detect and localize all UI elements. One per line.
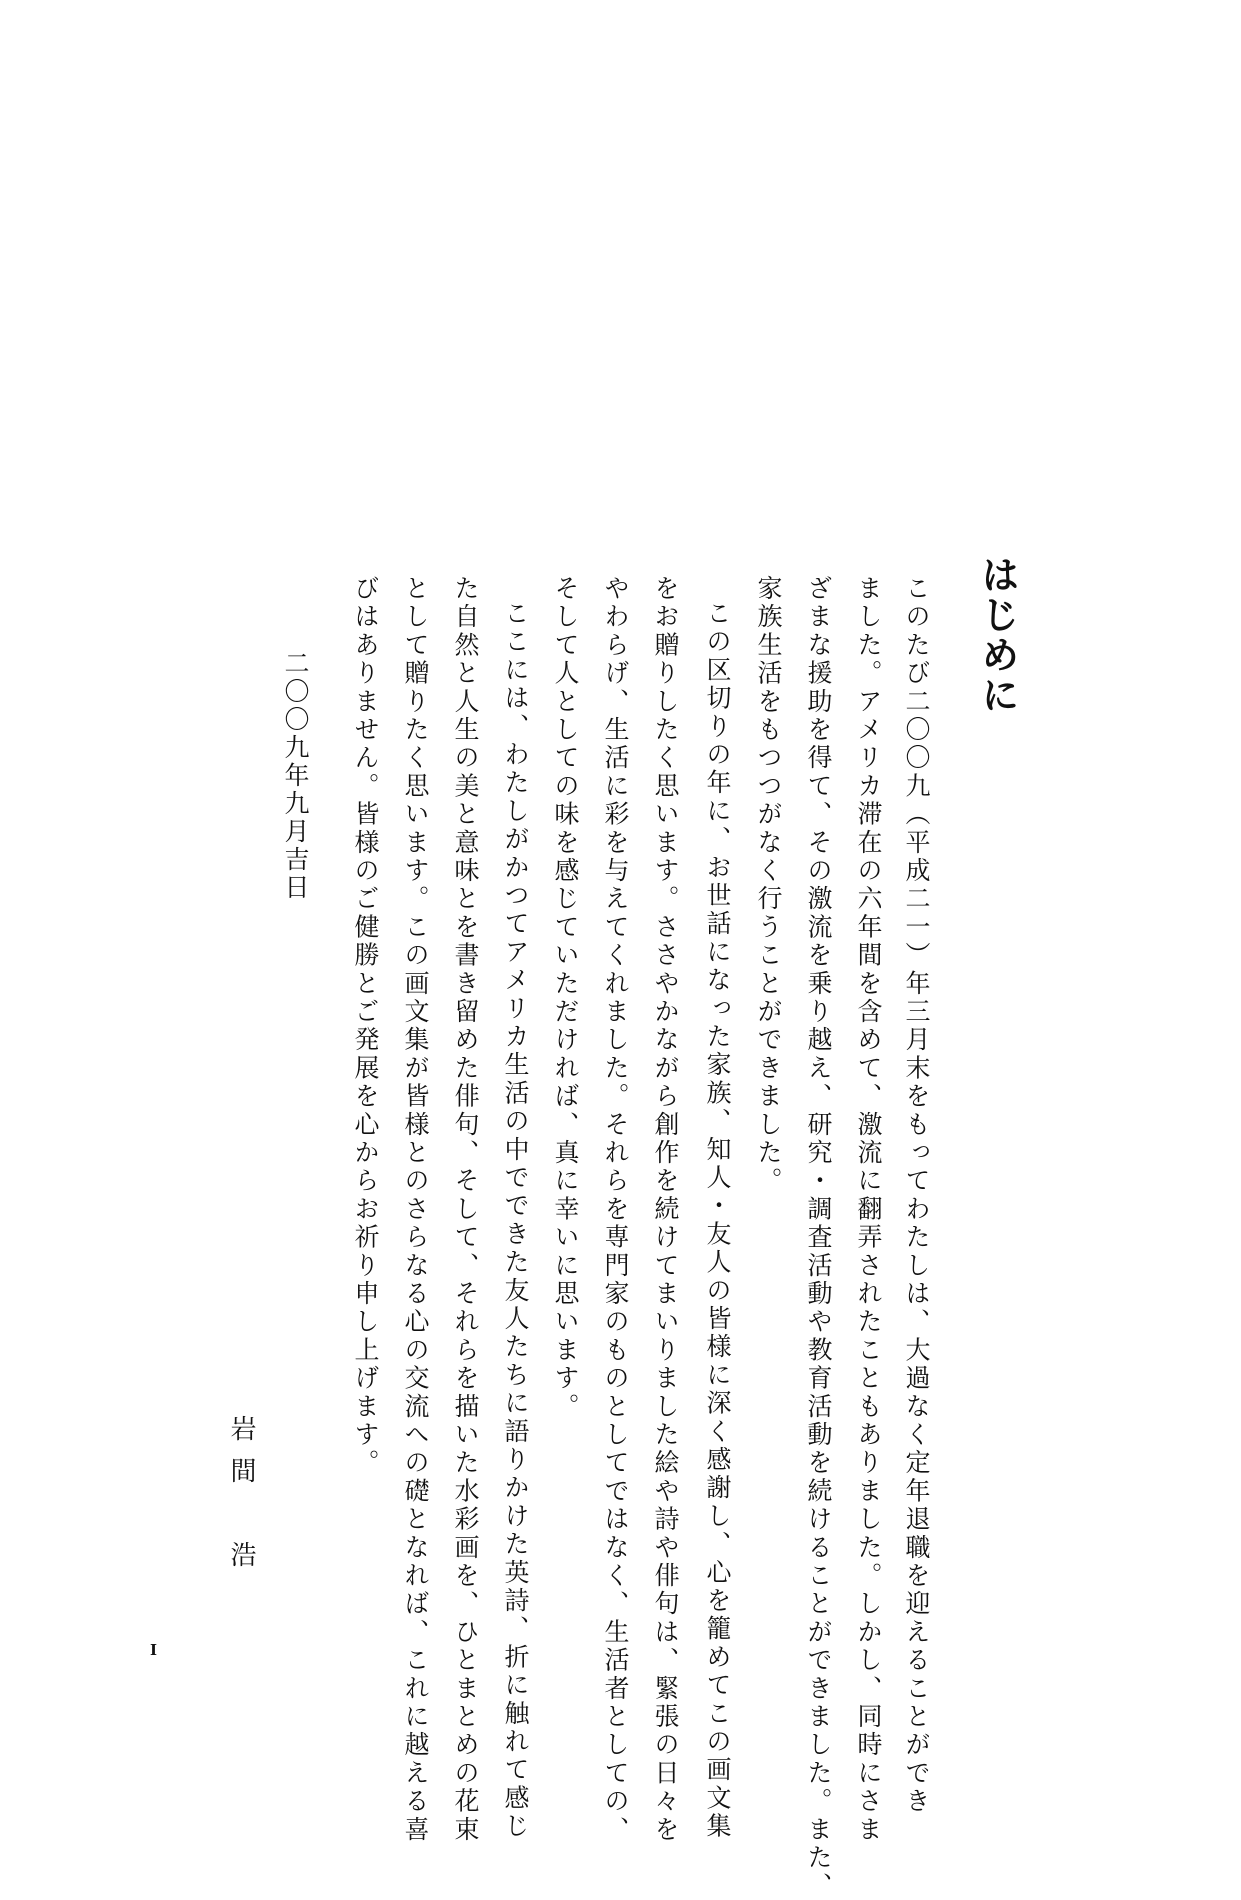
author-name: 岩間 浩: [226, 1415, 256, 1583]
body-line: ました。アメリカ滞在の六年間を含めて、激流に翻弄されたこともありました。しかし、同時にさま: [854, 575, 883, 1844]
body-line: このたび二〇〇九（平成二一）年三月末をもってわたしは、大過なく定年退職を迎えることができ: [902, 575, 931, 1816]
body-line: として贈りたく思います。この画文集が皆様とのさらなる心の交流への礎となれば、これに越える喜: [401, 575, 430, 1844]
page-number: I: [150, 1641, 158, 1659]
body-line: びはありません。皆様のご健勝とご発展を心からお祈り申し上げます。: [351, 575, 380, 1478]
body-line: この区切りの年に、お世話になった家族、知人・友人の皆様に深く感謝し、心を籠めてこの画文集: [703, 600, 732, 1841]
body-line: た自然と人生の美と意味とを書き留めた俳句、そして、それらを描いた水彩画を、ひとまとめの花束: [451, 575, 480, 1844]
date: 二〇〇九年九月吉日: [281, 650, 310, 902]
body-line: そして人としての味を感じていただければ、真に幸いに思います。: [551, 575, 580, 1421]
body-line: やわらげ、生活に彩を与えてくれました。それらを専門家のものとしてではなく、生活者としての、: [601, 575, 630, 1844]
body-line: ここには、わたしがかつてアメリカ生活の中でできた友人たちに語りかけた英詩、折に触れて感じ: [501, 600, 530, 1841]
body-line: ざまな援助を得て、その激流を乗り越え、研究・調査活動や教育活動を続けることができました。また、: [804, 575, 833, 1900]
page-title: はじめに: [975, 555, 1020, 715]
body-line: 家族生活をもつつがなく行うことができました。: [754, 575, 783, 1196]
body-line: をお贈りしたく思います。ささやかながら創作を続けてまいりました絵や詩や俳句は、緊張の日々を: [651, 575, 680, 1844]
